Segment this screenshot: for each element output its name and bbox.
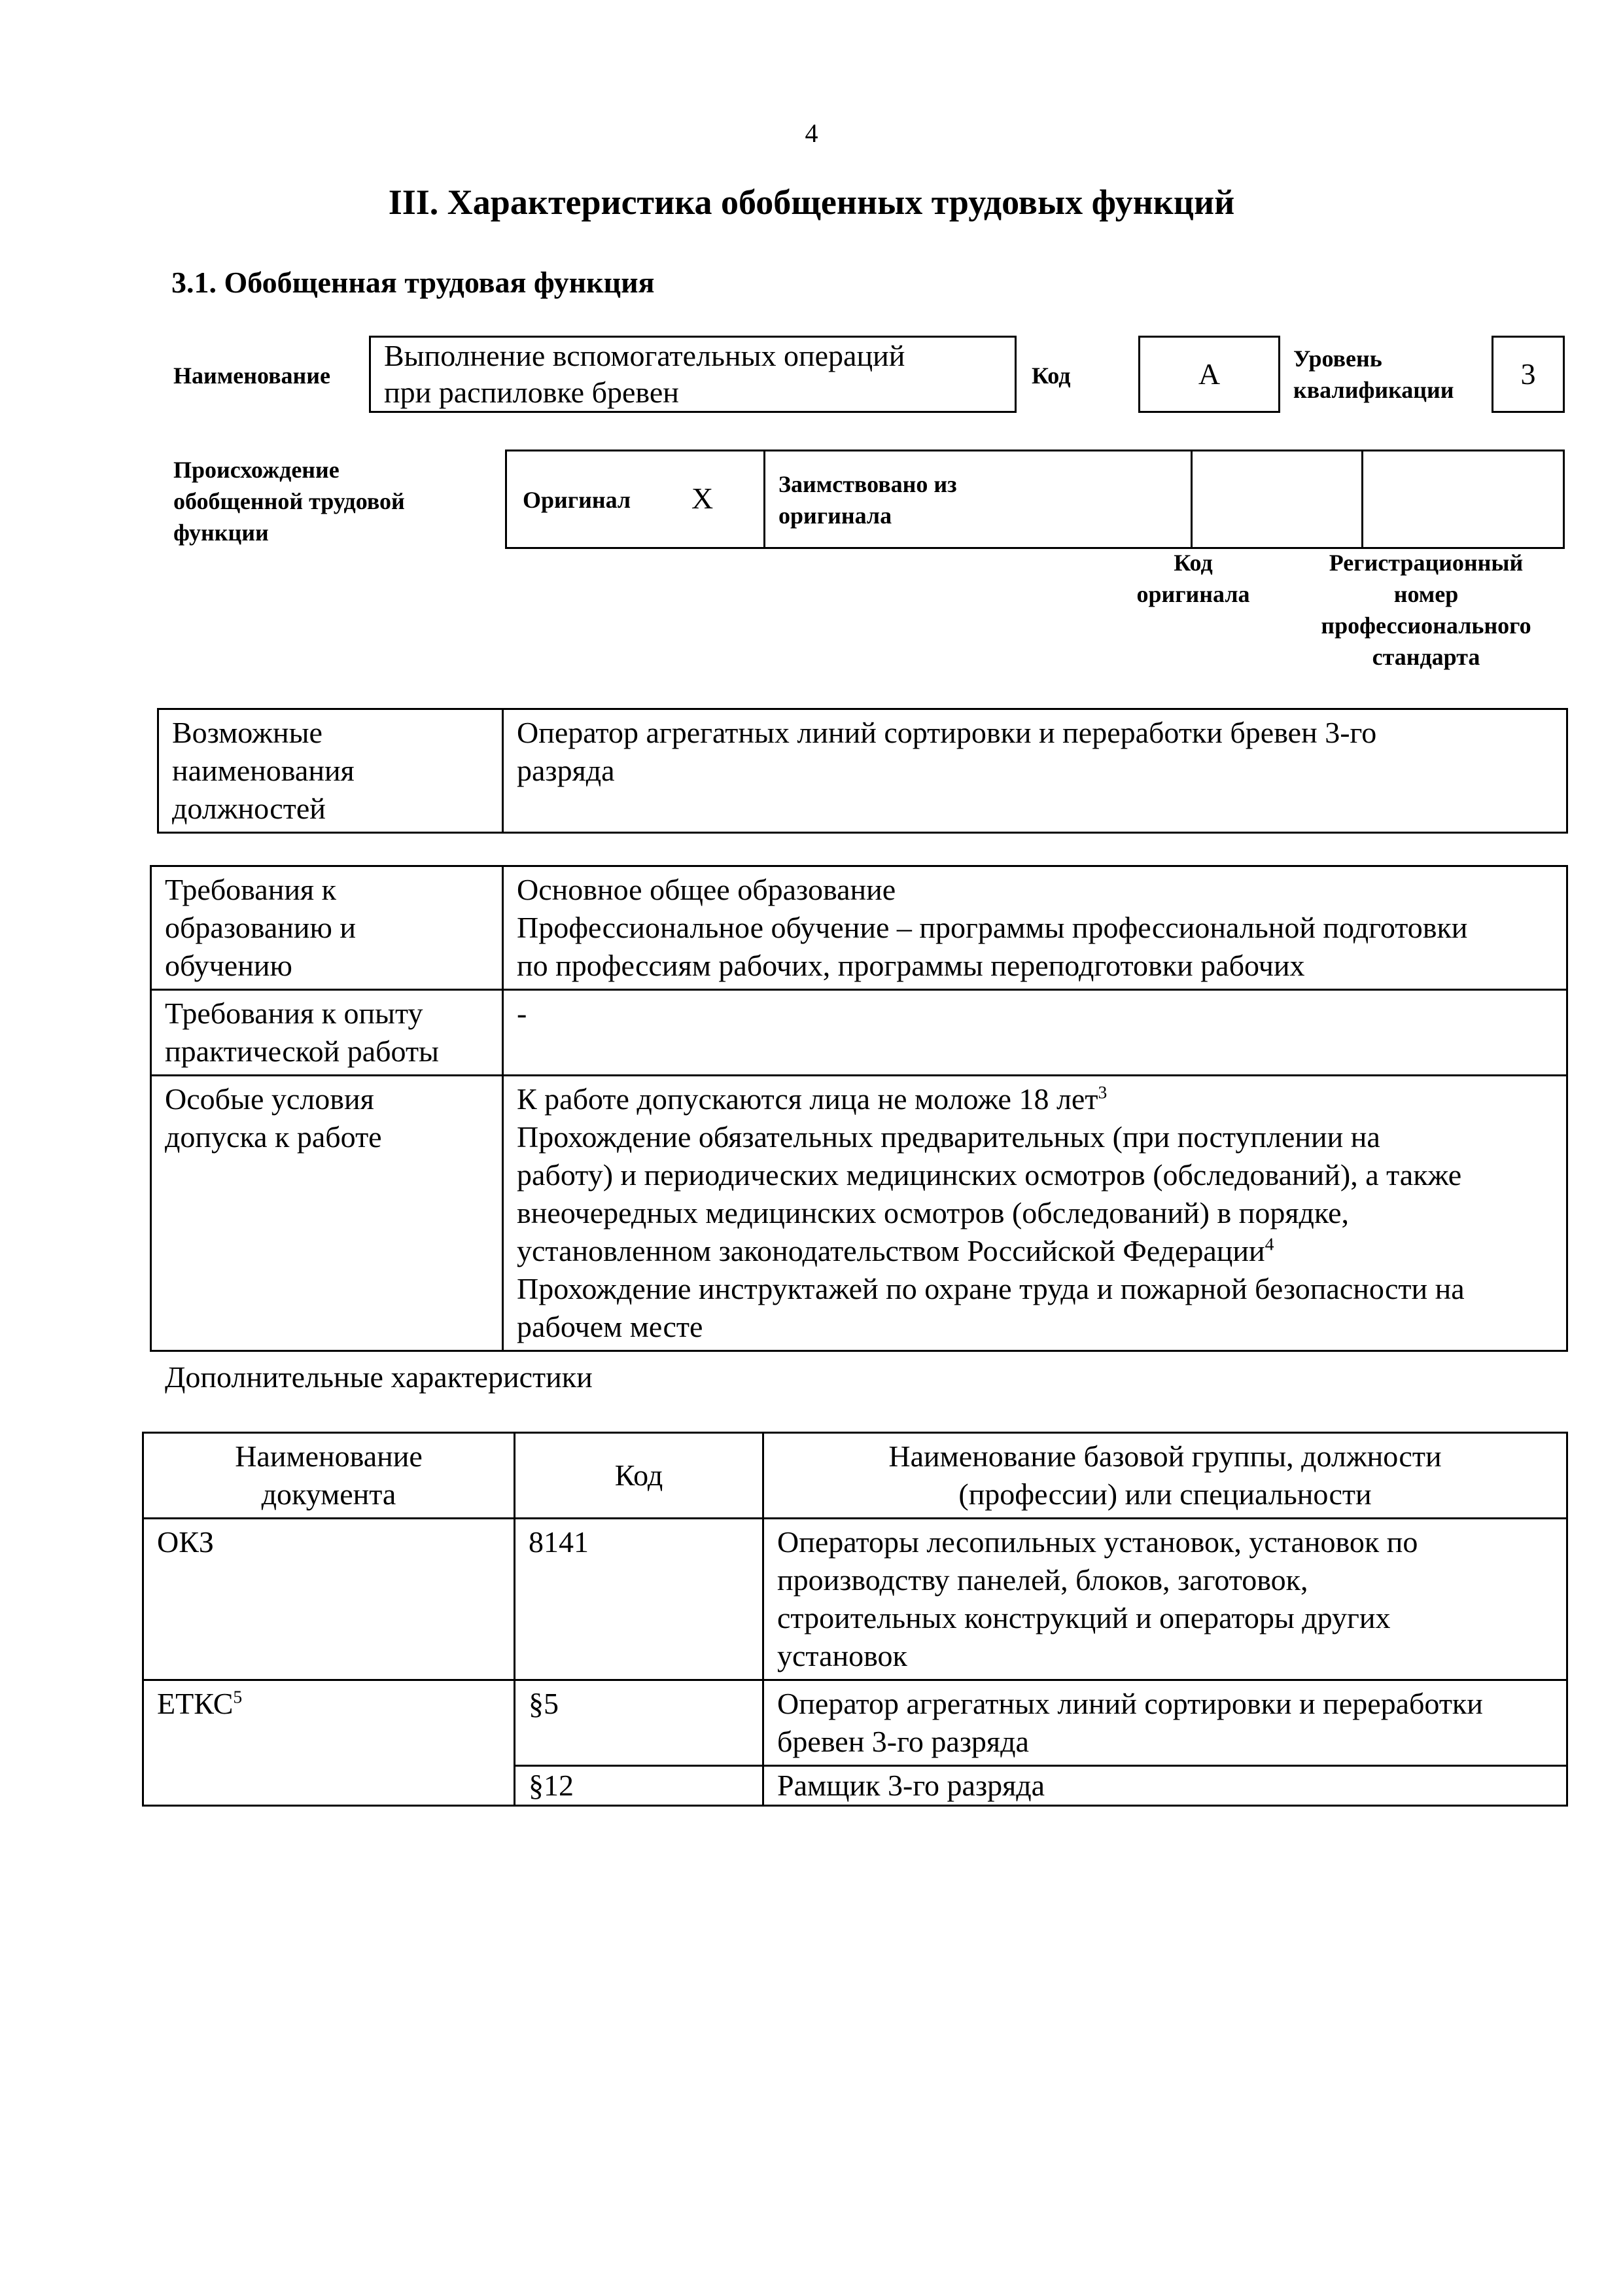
level-label-line: квалификации — [1293, 377, 1454, 403]
cell-text: внеочередных медицинских осмотров (обследований) в порядке, — [517, 1196, 1350, 1229]
positions-table — [157, 708, 1568, 834]
borrowed-label-line: оригинала — [778, 503, 892, 529]
cell-text: Прохождение обязательных предварительных (при поступлении на — [517, 1120, 1380, 1154]
header-code: Код — [515, 1433, 763, 1519]
cell-line: Операторы лесопильных установок, установок по — [777, 1525, 1418, 1559]
row-code: 8141 — [515, 1519, 763, 1680]
caption-line: Регистрационный — [1329, 550, 1524, 576]
row-name — [763, 1519, 1567, 1680]
table-row — [143, 1680, 1567, 1766]
name-label: Наименование — [173, 362, 330, 389]
table-row — [151, 1076, 1567, 1351]
code-label: Код — [1032, 362, 1071, 389]
cell-line: Возможные — [172, 716, 323, 749]
additional-title: Дополнительные характеристики — [165, 1360, 593, 1394]
cell-line: - — [517, 997, 527, 1030]
cell-line — [517, 1232, 1553, 1270]
function-name-line: при распиловке бревен — [384, 376, 679, 409]
cell-line: допуска к работе — [165, 1120, 382, 1154]
cell-line: образованию и — [165, 911, 356, 944]
header-group — [763, 1433, 1567, 1519]
function-name-box — [369, 336, 1017, 413]
header-document — [143, 1433, 515, 1519]
caption-line: Код — [1174, 550, 1213, 576]
cell-line: разряда — [517, 754, 615, 787]
registration-number-caption — [1289, 547, 1563, 673]
cell-line: Оператор агрегатных линий сортировки и переработки — [777, 1687, 1483, 1720]
origin-divider — [763, 450, 765, 549]
cell-line — [517, 1080, 1553, 1118]
experience-value — [503, 990, 1567, 1076]
cell-line: Рамщик 3-го разряда — [777, 1769, 1045, 1802]
original-label: Оригинал — [523, 487, 631, 513]
cell-line: практической работы — [165, 1034, 439, 1068]
cell-line — [517, 1156, 1553, 1194]
cell-line — [517, 1270, 1553, 1308]
cell-line: Наименование базовой группы, должности — [888, 1439, 1442, 1473]
requirements-table — [150, 865, 1568, 1352]
page-number: 4 — [805, 118, 818, 148]
cell-line: обучению — [165, 949, 292, 982]
footnote-ref: 4 — [1265, 1233, 1274, 1254]
cell-line: бревен 3-го разряда — [777, 1725, 1029, 1758]
level-value: 3 — [1520, 357, 1536, 391]
caption-line: стандарта — [1372, 644, 1480, 670]
cell-line: (профессии) или специальности — [958, 1477, 1372, 1511]
cell-line: Требования к — [165, 873, 336, 906]
function-name-line: Выполнение вспомогательных операций — [384, 339, 905, 372]
origin-table — [505, 450, 1565, 549]
cell-line: Оператор агрегатных линий сортировки и переработки бревен 3-го — [517, 716, 1377, 749]
cell-line: наименования — [172, 754, 355, 787]
code-box — [1138, 336, 1280, 413]
additional-table — [142, 1432, 1568, 1807]
caption-line: оригинала — [1136, 581, 1250, 607]
cell-line — [517, 1194, 1553, 1232]
cell-text: установленном законодательством Российской Федерации — [517, 1234, 1265, 1267]
origin-divider — [1191, 450, 1193, 549]
cell-text: ОКЗ — [157, 1525, 214, 1559]
cell-line — [517, 1308, 1553, 1346]
special-conditions-label — [151, 1076, 503, 1351]
original-mark: X — [691, 482, 714, 515]
cell-text: ЕТКС — [157, 1687, 234, 1720]
positions-label — [158, 709, 503, 833]
footnote-ref: 5 — [233, 1686, 243, 1707]
education-value — [503, 866, 1567, 990]
footnote-ref: 3 — [1098, 1082, 1108, 1103]
code-original-caption — [1107, 547, 1280, 610]
cell-text: Прохождение инструктажей по охране труда и пожарной безопасности на — [517, 1272, 1465, 1305]
table-header-row — [143, 1433, 1567, 1519]
cell-text: работу) и периодических медицинских осмотров (обследований), а также — [517, 1158, 1462, 1192]
table-row — [151, 990, 1567, 1076]
origin-label — [173, 454, 405, 548]
cell-line: должностей — [172, 792, 326, 825]
row-code: §12 — [515, 1766, 763, 1806]
cell-line: строительных конструкций и операторы других — [777, 1601, 1391, 1634]
cell-line — [517, 1118, 1553, 1156]
level-label — [1293, 343, 1454, 406]
cell-text: К работе допускаются лица не моложе 18 лет — [517, 1082, 1098, 1116]
caption-line: номер — [1393, 581, 1459, 607]
caption-line: профессионального — [1321, 612, 1531, 639]
cell-line: Требования к опыту — [165, 997, 423, 1030]
row-document — [143, 1680, 515, 1806]
positions-value — [503, 709, 1567, 833]
row-document — [143, 1519, 515, 1680]
row-name — [763, 1766, 1567, 1806]
level-box — [1492, 336, 1565, 413]
code-value: А — [1198, 357, 1221, 391]
cell-line: Наименование — [235, 1439, 423, 1473]
subsection-title: 3.1. Обобщенная трудовая функция — [171, 266, 655, 299]
experience-label — [151, 990, 503, 1076]
row-name — [763, 1680, 1567, 1766]
borrowed-label-line: Заимствовано из — [778, 471, 957, 497]
cell-line: установок — [777, 1639, 907, 1672]
row-code: §5 — [515, 1680, 763, 1766]
cell-line: производству панелей, блоков, заготовок, — [777, 1563, 1308, 1597]
cell-line: документа — [261, 1477, 396, 1511]
table-row — [158, 709, 1567, 833]
cell-line: по профессиям рабочих, программы переподготовки рабочих — [517, 949, 1305, 982]
section-title: III. Характеристика обобщенных трудовых функций — [388, 183, 1235, 222]
borrowed-label — [778, 468, 957, 531]
cell-text: рабочем месте — [517, 1310, 703, 1343]
special-conditions-value — [503, 1076, 1567, 1351]
cell-line: Профессиональное обучение – программы профессиональной подготовки — [517, 911, 1468, 944]
education-label — [151, 866, 503, 990]
origin-label-line: функции — [173, 520, 269, 546]
level-label-line: Уровень — [1293, 345, 1382, 372]
origin-label-line: обобщенной трудовой — [173, 488, 405, 514]
origin-label-line: Происхождение — [173, 457, 340, 483]
table-row — [151, 866, 1567, 990]
origin-divider — [1361, 450, 1363, 549]
table-row — [143, 1519, 1567, 1680]
cell-line: Основное общее образование — [517, 873, 896, 906]
cell-line: Особые условия — [165, 1082, 374, 1116]
